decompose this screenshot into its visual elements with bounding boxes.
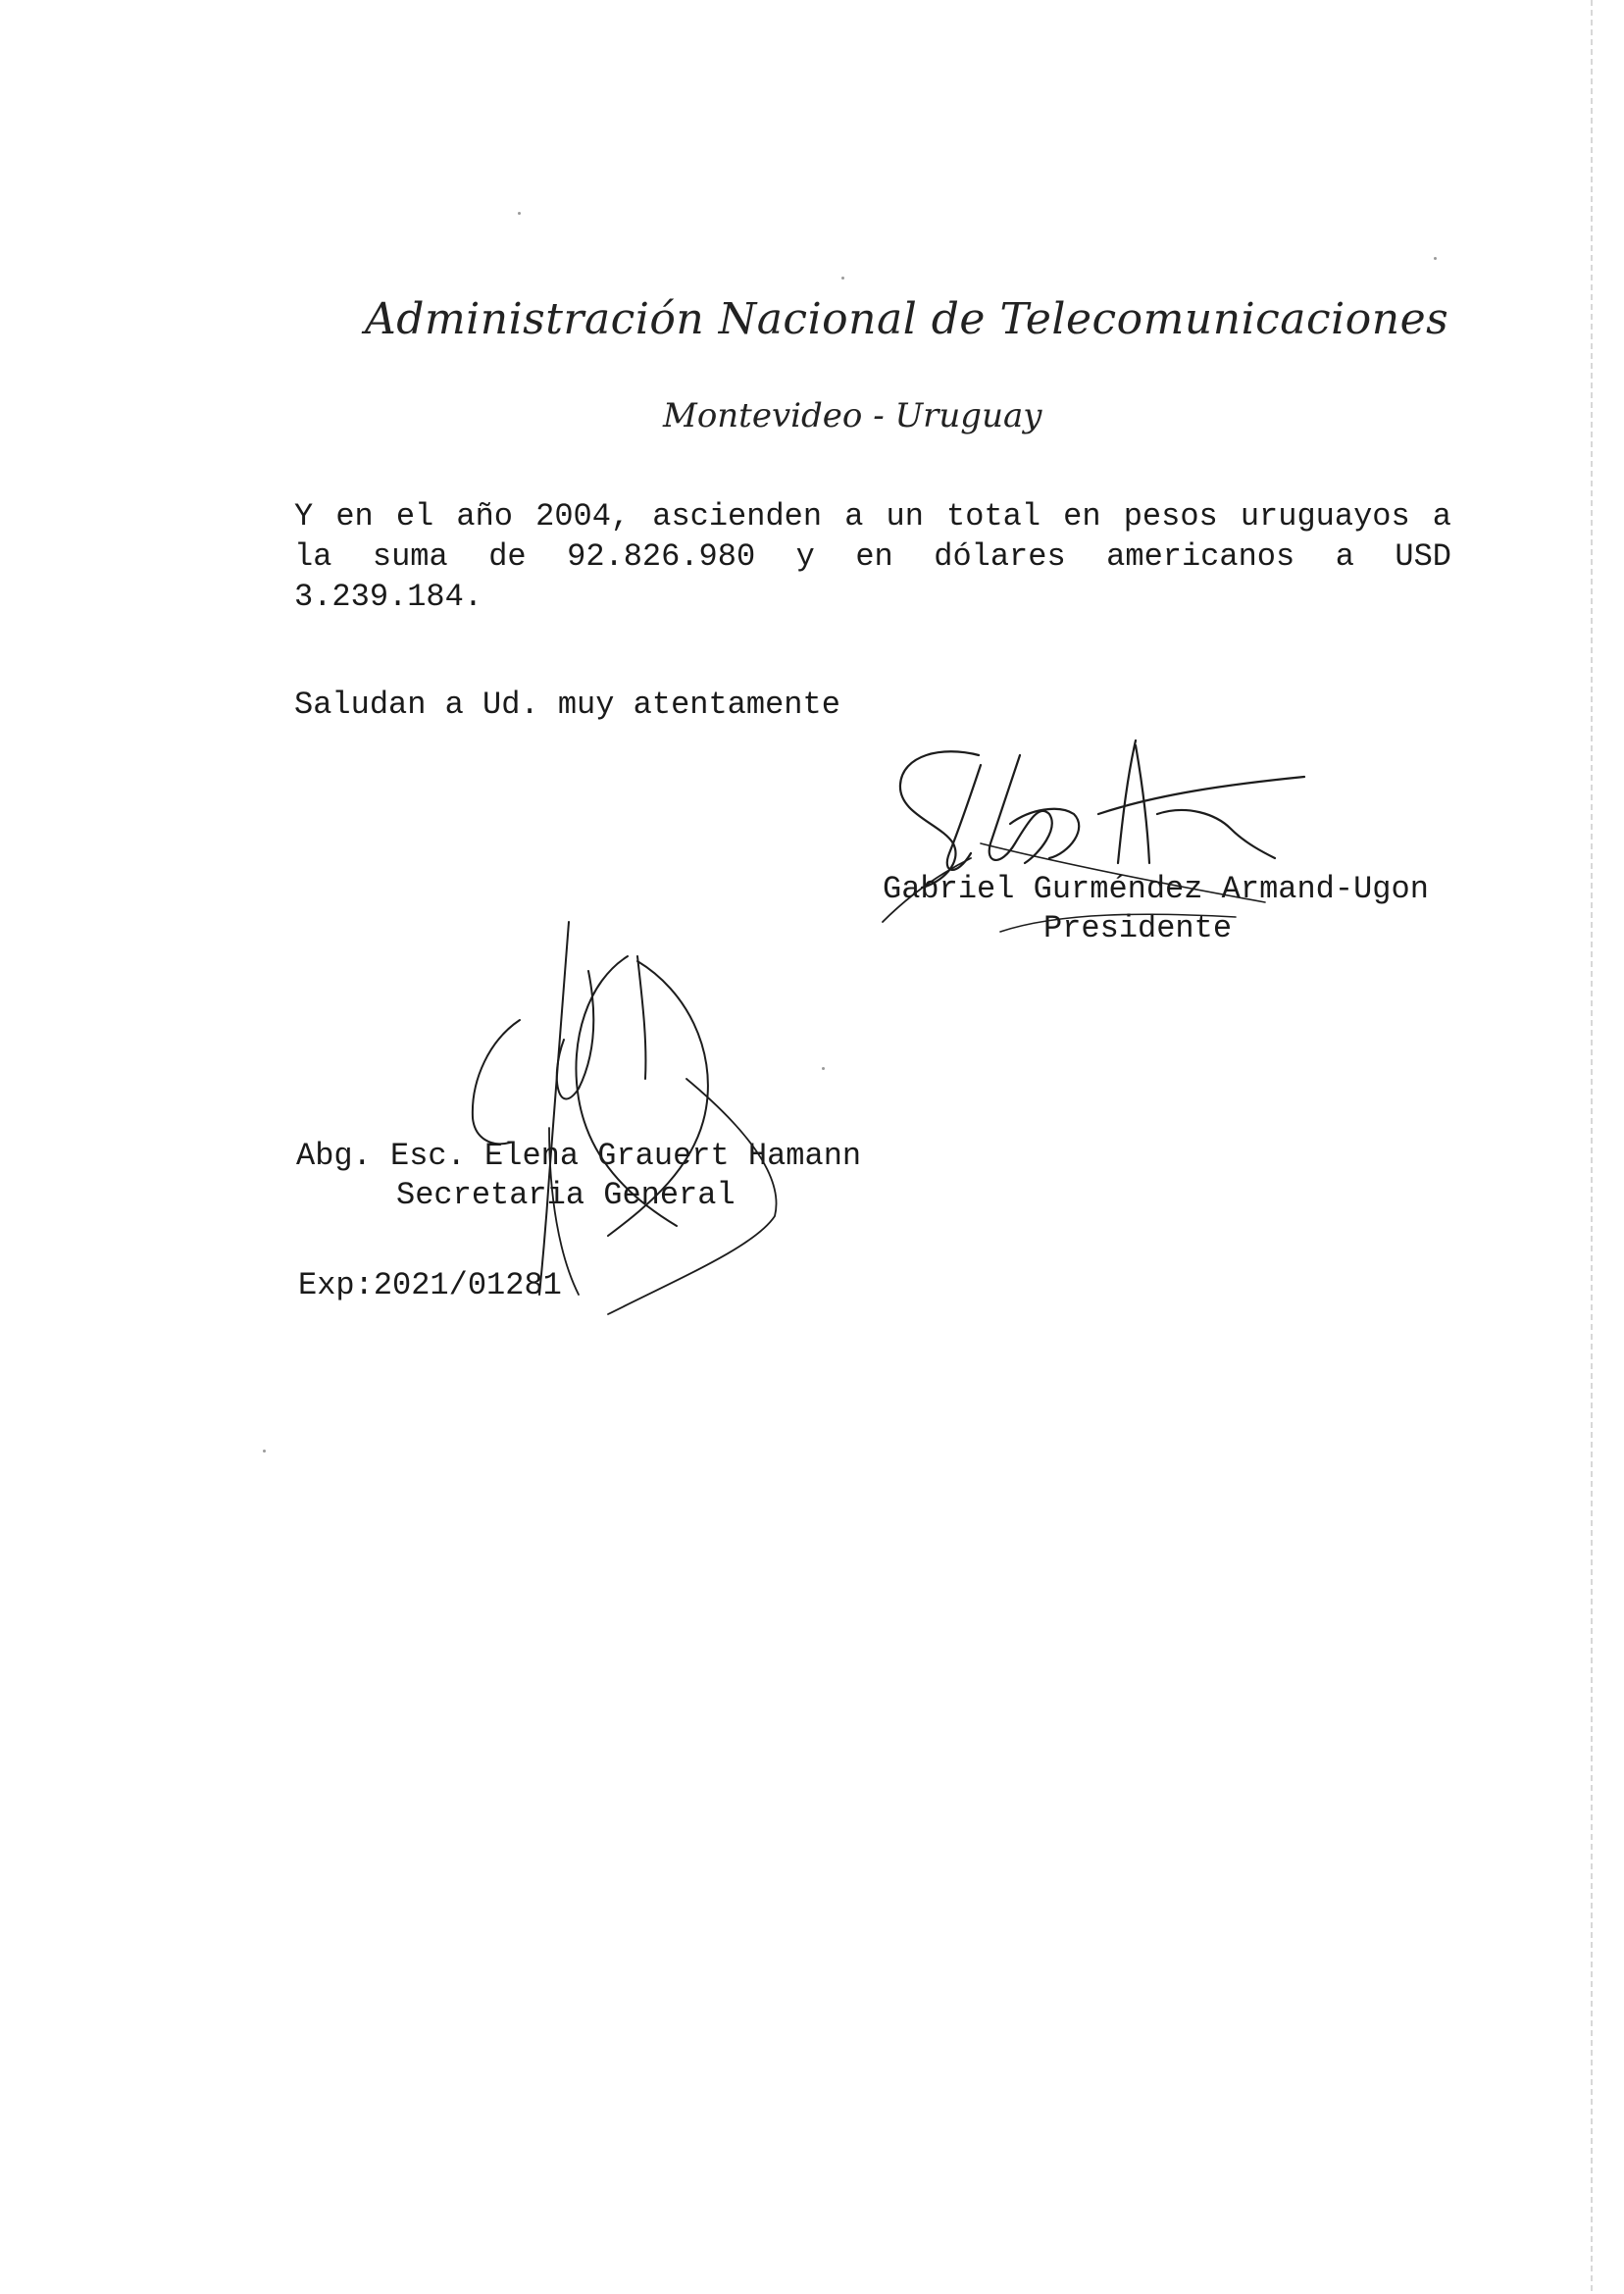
body-paragraph: Y en el año 2004, ascienden a un total en pesos uruguayos a la suma de 92.826.980 y en dólares americanos a USD 3.239.184. xyxy=(294,498,1451,615)
scan-edge xyxy=(1591,0,1593,2294)
closing-line: Saludan a Ud. muy atentamente xyxy=(294,687,840,723)
signatory-president-title: Presidente xyxy=(1043,910,1233,946)
scan-speck xyxy=(263,1450,266,1453)
signatory-president-name: Gabriel Gurméndez Armand-Ugon xyxy=(883,871,1429,907)
signatory-secretary-title: Secretaria General xyxy=(396,1177,736,1213)
signatory-secretary-name: Abg. Esc. Elena Grauert Hamann xyxy=(296,1138,862,1174)
scan-speck xyxy=(1434,257,1437,260)
scan-speck xyxy=(822,1067,825,1070)
letterhead-title: Administración Nacional de Telecomunicaciones xyxy=(365,294,1449,344)
file-reference: Exp:2021/01281 xyxy=(298,1267,562,1303)
scan-speck xyxy=(841,277,844,280)
letterhead-subtitle: Montevideo - Uruguay xyxy=(663,396,1042,435)
scan-speck xyxy=(518,212,521,215)
